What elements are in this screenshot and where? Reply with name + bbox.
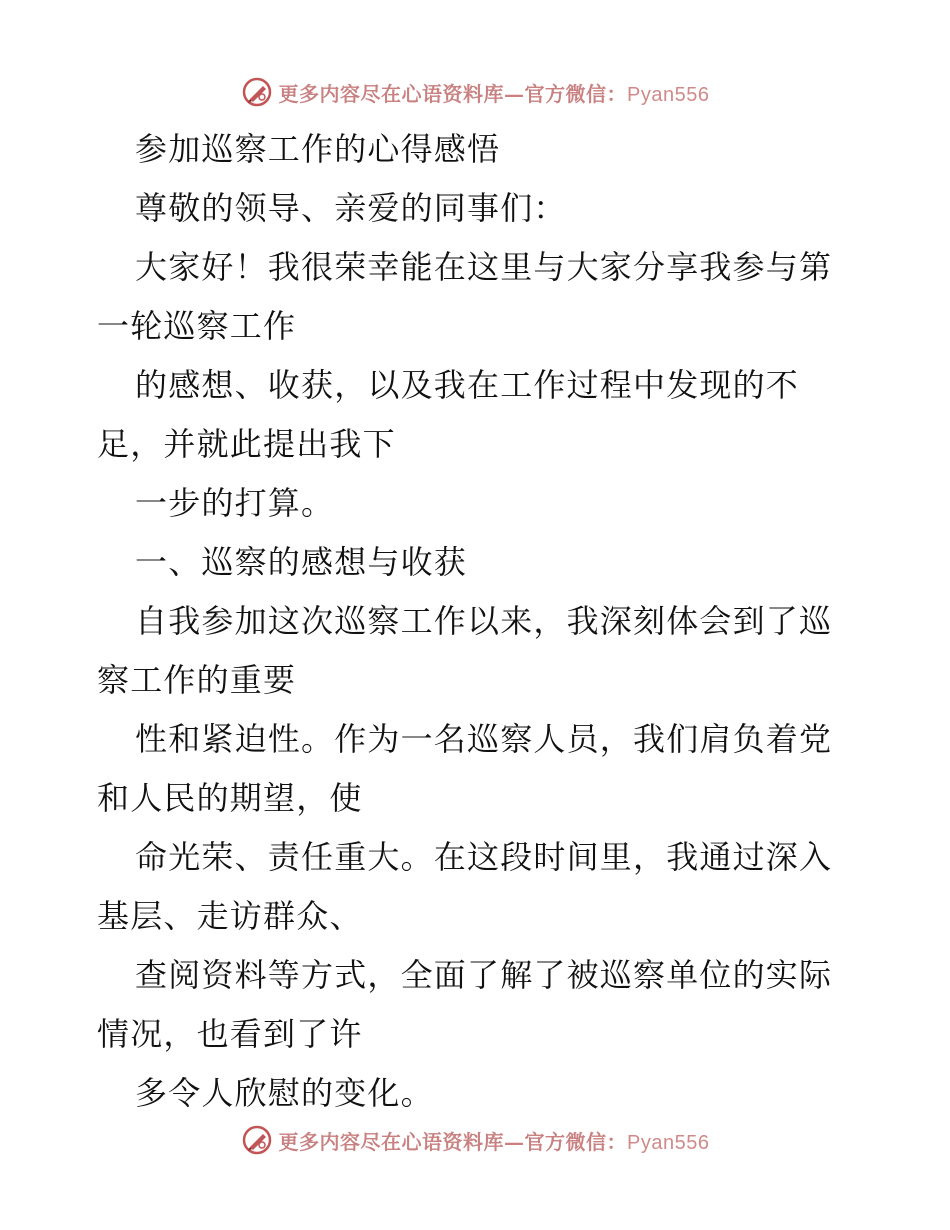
pen-logo-icon [241,1124,273,1156]
document-line: 足，并就此提出我下 [97,425,396,463]
document-line: 自我参加这次巡察工作以来，我深刻体会到了巡 [135,602,833,640]
footer-watermark [0,1118,950,1162]
document-line: 多令人欣慰的变化。 [135,1074,434,1112]
watermark-handle: Pyan556 [627,83,710,106]
document-body [97,120,857,1123]
watermark-handle: Pyan556 [627,1131,710,1154]
document-line: 尊敬的领导、亲爱的同事们： [135,189,567,227]
document-line: 性和紧迫性。作为一名巡察人员，我们肩负着党 [135,720,833,758]
document-line: 察工作的重要 [97,661,297,699]
document-line: 命光荣、责任重大。在这段时间里，我通过深入 [135,838,833,876]
header-watermark [0,70,950,114]
document-line: 一、巡察的感想与收获 [135,543,468,581]
document-line: 查阅资料等方式，全面了解了被巡察单位的实际 [135,956,833,994]
document-line: 一步的打算。 [135,484,335,522]
document-line: 基层、走访群众、 [97,897,363,935]
document-line: 一轮巡察工作 [97,307,297,345]
document-line: 的感想、收获，以及我在工作过程中发现的不 [135,366,800,404]
document-line: 情况，也看到了许 [97,1015,363,1053]
watermark-text: 更多内容尽在心语资料库—官方微信：Pyan556 [278,1129,710,1154]
pen-logo-icon [241,76,273,108]
document-line: 和人民的期望，使 [97,779,363,817]
watermark-text: 更多内容尽在心语资料库—官方微信：Pyan556 [278,81,710,106]
document-line: 参加巡察工作的心得感悟 [135,130,501,168]
document-line: 大家好！我很荣幸能在这里与大家分享我参与第 [135,248,833,286]
